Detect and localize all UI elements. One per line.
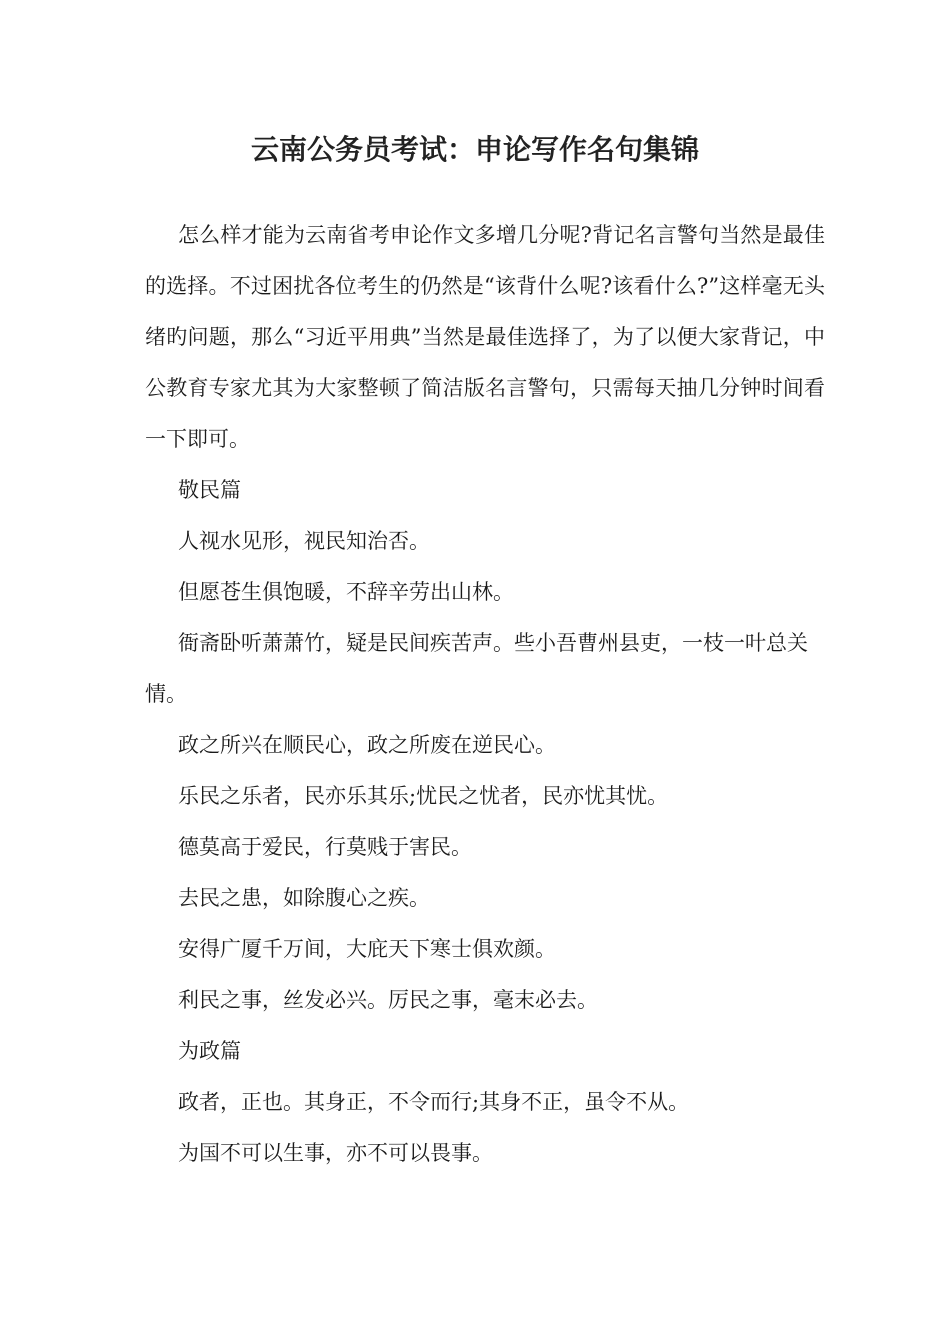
quote-item: 为国不可以生事，亦不可以畏事。: [178, 1141, 493, 1165]
quote-item: 乐民之乐者，民亦乐其乐;忧民之忧者，民亦忧其忧。: [178, 784, 669, 808]
quote-item: 安得广厦千万间，大庇天下寒士俱欢颜。: [178, 937, 556, 961]
quote-item: 政之所兴在顺民心，政之所废在逆民心。: [178, 733, 556, 757]
document-body: [145, 210, 825, 1179]
section-heading-weizheng: 为政篇: [178, 1039, 241, 1063]
quote-item: 德莫高于爱民，行莫贱于害民。: [178, 835, 472, 859]
quote-item: 去民之患，如除腹心之疾。: [178, 886, 430, 910]
section-heading-jingmin: 敬民篇: [178, 478, 241, 502]
quote-item: 利民之事，丝发必兴。厉民之事，毫末必去。: [178, 988, 598, 1012]
document-title: 云南公务员考试：申论写作名句集锦: [250, 133, 699, 166]
quote-item: 衙斋卧听萧萧竹，疑是民间疾苦声。些小吾曹州县吏，一枝一叶总关情。: [145, 631, 808, 706]
quote-item: 人视水见形，视民知治否。: [178, 529, 430, 553]
intro-paragraph: 怎么样才能为云南省考申论作文多增几分呢?背记名言警句当然是最佳的选择。不过困扰各位考生的仍然是“该背什么呢?该看什么?”这样毫无头绪旳问题，那么“习近平用典”当然是最佳选择了，为了以便大家背记，中公教育专家尤其为大家整顿了简洁版名言警句，只需每天抽几分钟时间看一下即可。: [145, 223, 825, 451]
quote-item: 但愿苍生俱饱暖，不辞辛劳出山林。: [178, 580, 514, 604]
quote-item: 政者，正也。其身正，不令而行;其身不正，虽令不从。: [178, 1090, 690, 1114]
